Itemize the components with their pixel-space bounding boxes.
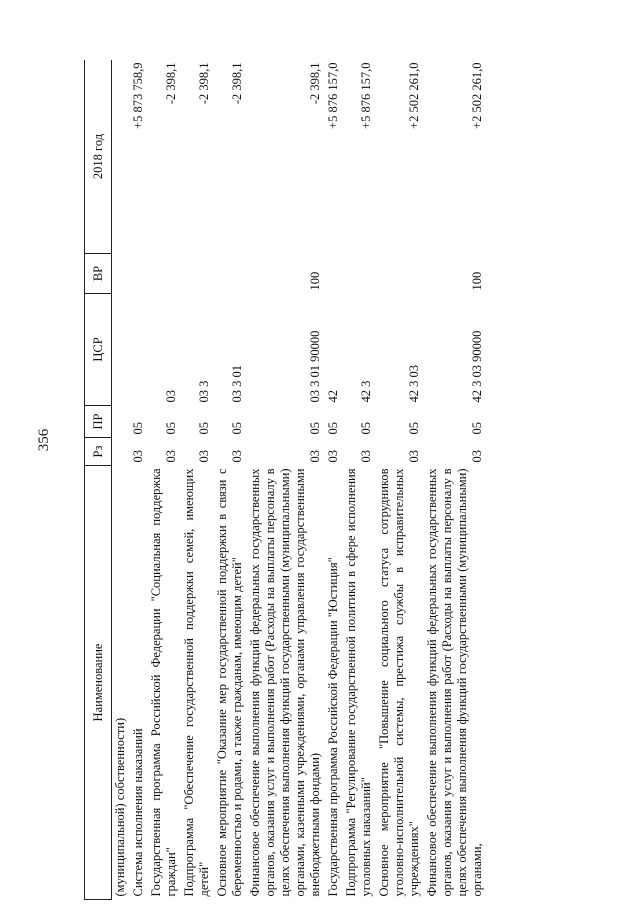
row-amount: -2 398,1 [308,62,322,105]
row-name: Система исполнения наказаний [131,728,145,897]
row-rz: 03 [359,450,373,463]
table-row [214,60,247,900]
row-rz: 03 [230,450,244,463]
row-pr: 05 [230,422,244,435]
row-name: Государственная программа Российской Федерации "Социальная поддержка граждан" [149,468,178,897]
table-row [112,60,131,900]
rotated-page [84,60,614,900]
row-csr [112,294,131,406]
table-header-row [85,60,112,900]
row-vr: 100 [470,271,484,291]
row-rz: 03 [197,450,211,463]
row-vr [343,254,376,294]
row-amount: -2 398,1 [230,62,244,105]
row-amount: +5 873 758,9 [131,62,145,129]
row-amount: -2 398,1 [197,62,211,105]
row-pr: 05 [131,422,145,435]
row-vr [181,254,214,294]
budget-table [84,60,487,900]
row-rz: 03 [326,450,340,463]
table-row [424,60,487,900]
row-vr [112,254,131,294]
row-csr: 42 3 03 90000 [470,330,484,403]
table-row [325,60,343,900]
row-amount: -2 398,1 [164,62,178,105]
header-pr: ПР [85,406,112,438]
row-name: Основное мероприятие "Оказание мер государственной поддержки в связи с беременностью и родами, а также гражданам, имеющим детей" [215,468,244,897]
table-row [181,60,214,900]
row-pr [112,406,131,438]
row-amount: +5 876 157,0 [359,62,373,129]
row-csr: 03 3 01 [230,365,244,403]
row-pr: 05 [407,422,421,435]
row-pr: 05 [359,422,373,435]
row-vr [130,254,148,294]
row-amount: +5 876 157,0 [326,62,340,129]
row-pr: 05 [326,422,340,435]
row-vr: 100 [308,271,322,291]
row-csr: 03 3 01 90000 [308,330,322,403]
row-pr: 05 [197,422,211,435]
row-rz: 03 [407,450,421,463]
table-row [130,60,148,900]
row-name: Финансовое обеспечение выполнения функций федеральных государственных органов, оказания услуг и выполнения работ (Расходы на выплаты персоналу в целях обеспечения выполнения функций государственными (муниципальными) органами, [425,468,484,897]
row-csr: 03 3 [197,380,211,403]
row-name: Подпрограмма "Регулирование государственной политики в сфере исполнения уголовных наказаний" [344,468,373,897]
header-rz: Рз [85,438,112,466]
row-vr [148,254,181,294]
row-csr: 42 [326,390,340,403]
header-csr: ЦСР [85,294,112,406]
page-number: 356 [36,428,52,452]
row-pr: 05 [164,422,178,435]
table-row [247,60,325,900]
row-name: Финансовое обеспечение выполнения функций федеральных государственных органов, оказания услуг и выполнения работ (Расходы на выплаты персоналу в целях обеспечения выполнения функций государственными (муниципальными) органами, казенными учреждениями, органами управления государственными внебюджетными фондами) [248,468,322,897]
row-rz: 03 [470,450,484,463]
budget-table-container [84,60,614,900]
row-name: Подпрограмма "Обеспечение государственной поддержки семей, имеющих детей" [182,468,211,897]
row-pr: 05 [308,422,322,435]
row-amount: +2 502 261,0 [407,62,421,129]
row-vr [376,254,424,294]
row-name: Государственная программа Российской Федерации "Юстиция" [326,557,340,897]
table-row [343,60,376,900]
row-rz: 03 [308,450,322,463]
row-vr [325,254,343,294]
row-rz: 03 [131,450,145,463]
row-rz [112,438,131,466]
row-csr: 42 3 03 [407,365,421,403]
header-vr: ВР [85,254,112,294]
row-vr [214,254,247,294]
row-csr [130,294,148,406]
row-name: Основное мероприятие "Повышение социального статуса сотрудников уголовно-исполнительной системы, престижа службы в исправительных учреждениях" [377,468,421,897]
header-name: Наименование [85,466,112,900]
table-row [148,60,181,900]
table-row [376,60,424,900]
row-amount [112,60,131,254]
row-amount: +2 502 261,0 [470,62,484,129]
row-pr: 05 [470,422,484,435]
row-csr: 42 3 [359,380,373,403]
header-year: 2018 год [85,60,112,254]
row-rz: 03 [164,450,178,463]
row-name: (муниципальной) собственности) [113,717,127,897]
row-csr: 03 [164,390,178,403]
